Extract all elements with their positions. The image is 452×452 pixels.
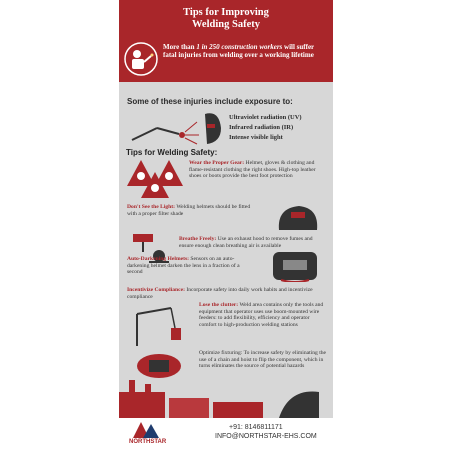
tip-proper-gear	[189, 160, 327, 180]
fatality-stat	[163, 43, 329, 59]
tip-comp-title: Incentivize Compliance:	[127, 287, 185, 293]
stat-text-b: will suffer fatal injuries from welding over a working lifetime	[163, 43, 315, 59]
tips-heading: Tips for Welding Safety:	[126, 148, 218, 157]
tip-lose-clutter	[199, 302, 327, 328]
welding-torch-icon	[127, 108, 225, 146]
tip-auto-title: Auto-Darkening Helmets:	[127, 256, 189, 262]
tip-light-title: Don't See the Light:	[127, 204, 176, 210]
auto-darkening-helmet-icon	[265, 250, 325, 282]
boom-feeder-icon	[127, 304, 197, 348]
logo-text: NORTHSTAR	[129, 439, 167, 445]
exposure-item-visible-light: Intense visible light	[229, 134, 283, 141]
tip-breathe-freely	[179, 236, 325, 249]
tip-auto-text: Sensors on an auto-darkening helmet darken the lens in a fraction of a second	[127, 256, 240, 276]
tip-see-light	[127, 204, 257, 217]
stat-text-a: More than	[163, 43, 197, 51]
tip-comp-text: Incorporate safety into daily work habits and incentivize compliance	[127, 287, 313, 300]
northstar-logo	[129, 420, 169, 450]
contact-email: INFO@NORTHSTAR-EHS.COM	[215, 433, 317, 440]
exposure-item-uv: Ultraviolet radiation (UV)	[229, 114, 302, 121]
infographic-poster	[119, 0, 333, 452]
tip-auto-darkening	[127, 256, 253, 276]
title-line-1: Tips for Improving	[183, 7, 269, 18]
contact-phone: +91: 8146811171	[229, 424, 283, 431]
tip-clutter-title: Lose the clutter:	[199, 302, 239, 308]
tip-optimize-fixturing: Optimize fixturing: To increase safety by eliminating the use of a chain and hoist to flip the component, which in turns eliminates the source of potential hazards	[199, 350, 327, 370]
factory-skyline-icon	[119, 378, 333, 418]
protective-gear-icon	[125, 158, 189, 200]
tip-gear-title: Wear the Proper Gear:	[189, 160, 245, 166]
tip-light-text: Welding helmets should be fitted with a proper filter shade	[127, 204, 251, 217]
tip-breathe-text: Use an exhaust hood to remove fumes and ensure enough clean breathing air is available	[179, 236, 313, 249]
exposure-item-ir: Infrared radiation (IR)	[229, 124, 294, 131]
tip-gear-text: Helmet, gloves & clothing and flame-resistant clothing the right shoes. High-top leather shoes or boots provide the best foot protection	[189, 160, 316, 180]
tip-incentivize-compliance	[127, 287, 327, 300]
exposure-heading: Some of these injuries include exposure to:	[127, 97, 293, 106]
helmet-worker-icon	[269, 202, 325, 232]
stat-highlight: 1 in 250 construction workers	[196, 43, 283, 51]
welder-icon	[124, 42, 158, 76]
tip-breathe-title: Breathe Freely:	[179, 236, 217, 242]
title-line-2: Welding Safety	[192, 19, 260, 30]
tip-clutter-text: Weld area contains only the tools and equipment that operator uses use boom-mounted wire feeders: to add flexibility, efficiency and operator comfort to high-production welding stations	[199, 302, 324, 328]
